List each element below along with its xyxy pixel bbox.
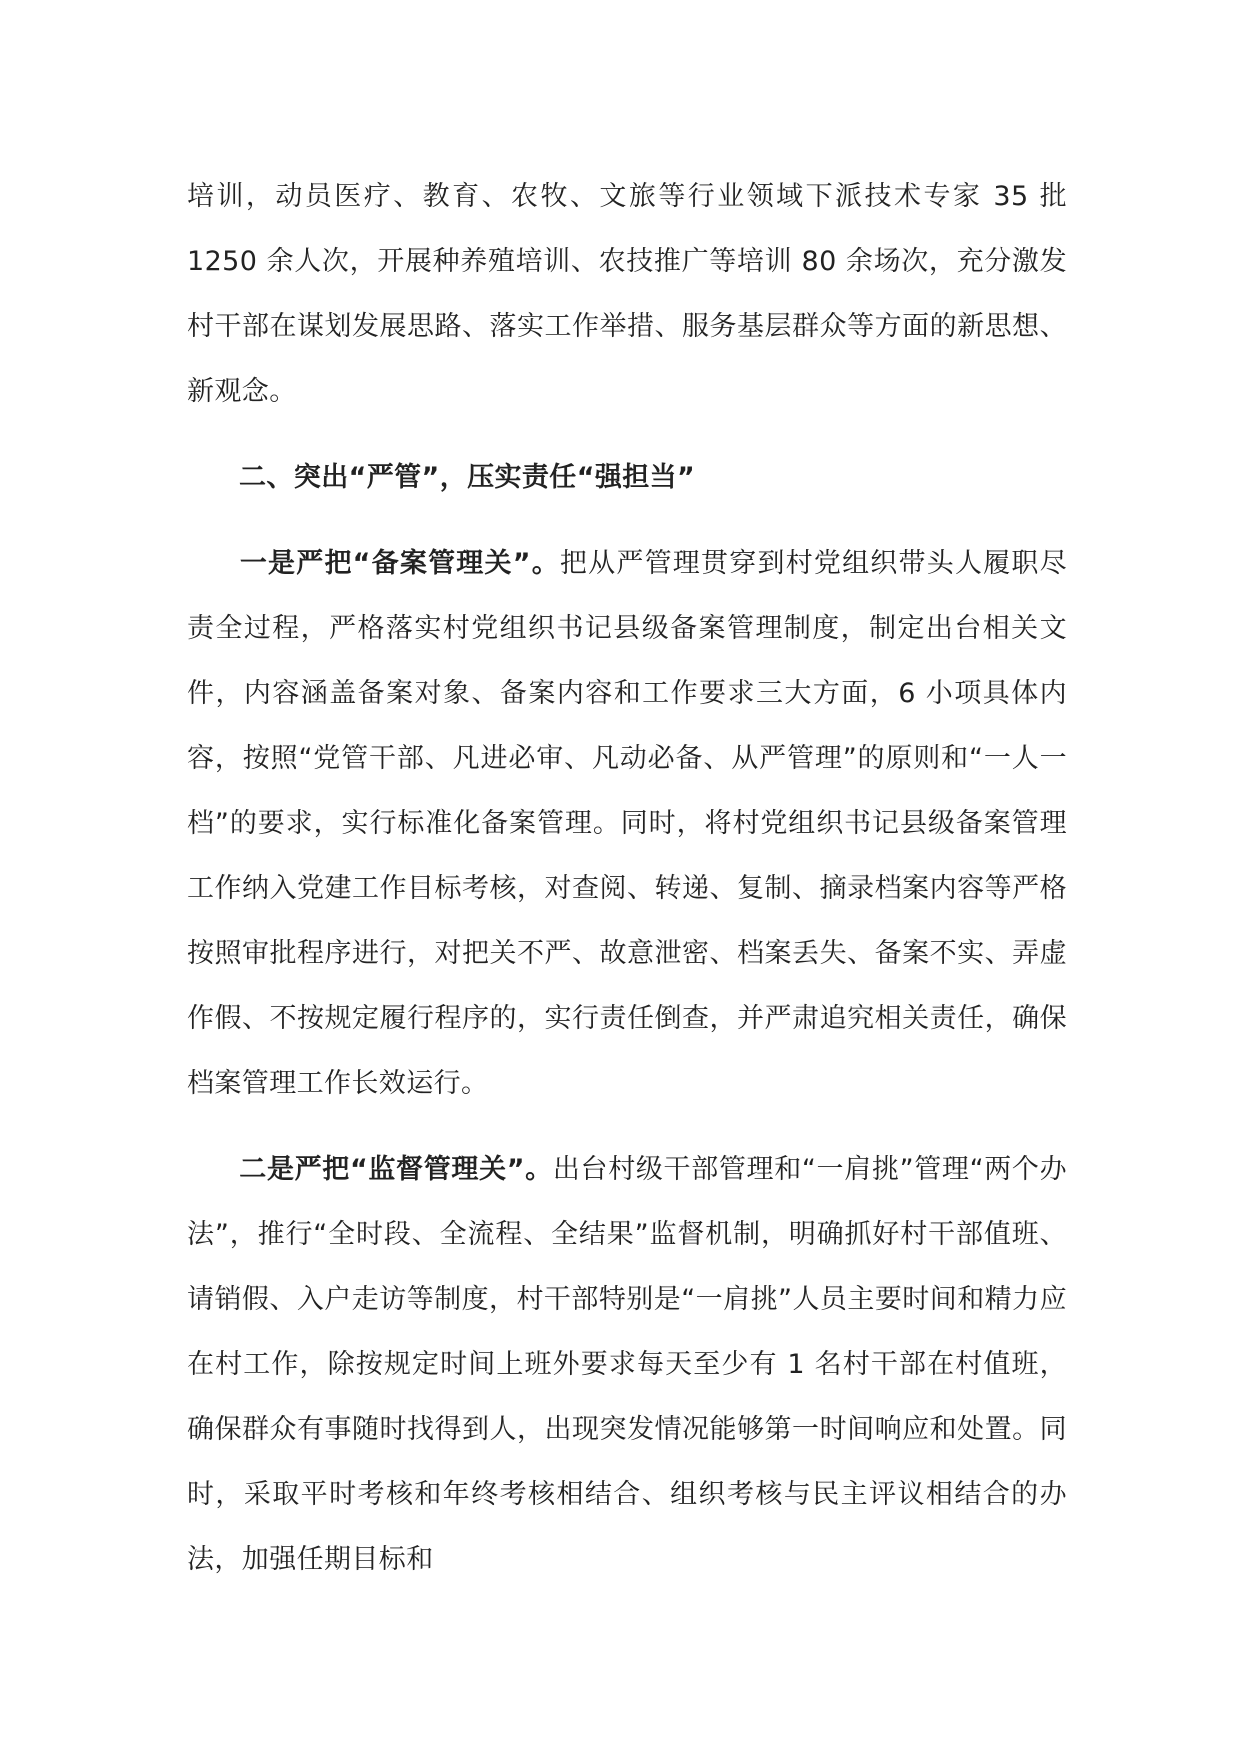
paragraph-1 [187,531,1067,1116]
paragraph-continued: 培训，动员医疗、教育、农牧、文旅等行业领域下派技术专家 35 批 1250 余人次，开展种养殖培训、农技推广等培训 80 余场次，充分激发村干部在谋划发展思路、落实工作举措、服务基层群众等方面的新思想、新观念。 [187,181,1067,407]
paragraph-gap [187,510,1067,531]
paragraph-gap [187,1116,1067,1137]
document-body [187,164,1067,1592]
paragraph-1-body: 把从严管理贯穿到村党组织带头人履职尽责全过程，严格落实村党组织书记县级备案管理制度，制定出台相关文件，内容涵盖备案对象、备案内容和工作要求三大方面，6 小项具体内容，按照“党管干部、凡进必审、凡动必备、从严管理”的原则和“一人一档”的要求，实行标准化备案管理。同时，将村党组织书记县级备案管理工作纳入党建工作目标考核，对查阅、转递、复制、摘录档案内容等严格按照审批程序进行，对把关不严、故意泄密、档案丢失、备案不实、弄虚作假、不按规定履行程序的，实行责任倒查，并严肃追究相关责任，确保档案管理工作长效运行。 [187,548,1068,1099]
paragraph-2 [187,1137,1067,1592]
paragraph-gap [187,424,1067,445]
section-heading: 二、突出“严管”，压实责任“强担当” [239,462,696,493]
paragraph-2-body: 出台村级干部管理和“一肩挑”管理“两个办法”，推行“全时段、全流程、全结果”监督机制，明确抓好村干部值班、请销假、入户走访等制度，村干部特别是“一肩挑”人员主要时间和精力应在村工作，除按规定时间上班外要求每天至少有 1 名村干部在村值班，确保群众有事随时找得到人，出现突发情况能够第一时间响应和处置。同时，采取平时考核和年终考核相结合、组织考核与民主评议相结合的办法，加强任期目标和 [187,1154,1067,1575]
paragraph-2-lead: 二是严把“监督管理关”。 [239,1154,553,1185]
paragraph-1-lead: 一是严把“备案管理关”。 [239,548,560,579]
